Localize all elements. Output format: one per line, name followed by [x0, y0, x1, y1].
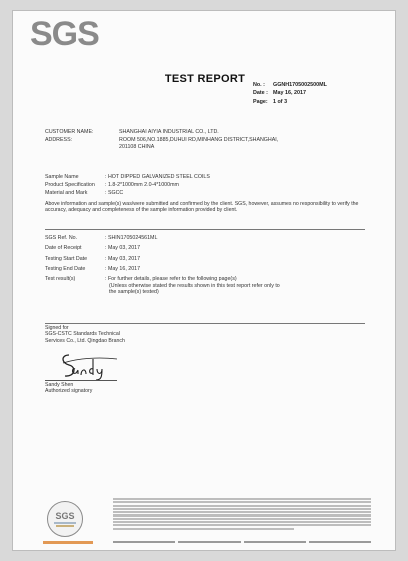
customer-address-line2: 201108 CHINA — [119, 144, 155, 151]
sample-label: Sample Name — [45, 173, 79, 180]
sgs-seal — [47, 501, 83, 537]
result-note — [45, 283, 280, 296]
sgs-seal-text: SGS — [55, 511, 75, 521]
detail-label: Testing Start Date — [45, 255, 88, 262]
meta-row — [253, 98, 327, 106]
sample-row — [45, 181, 210, 189]
signed-for-line: SGS-CSTC Standards Technical — [45, 331, 120, 338]
detail-row — [45, 265, 280, 276]
meta-label: No. : — [253, 82, 265, 89]
customer-address-label: ADDRESS: — [45, 136, 73, 143]
customer-address-row — [45, 144, 278, 152]
detail-label: SGS Ref. No. — [45, 234, 78, 241]
sample-value: : SGCC — [105, 190, 124, 197]
detail-row — [45, 244, 280, 255]
disclaimer-text: Above information and sample(s) was/were submitted and confirmed by the client. SGS, however, assumes no responsibility to verify the accuracy, adequacy and completeness of the sample information provided by client. — [45, 201, 359, 214]
detail-row — [45, 254, 280, 265]
sample-block — [45, 173, 210, 198]
signed-for-line: Signed for — [45, 325, 69, 331]
detail-value: : May 03, 2017 — [105, 255, 141, 262]
seal-underline — [43, 541, 93, 544]
meta-row — [253, 81, 327, 89]
details-block — [45, 233, 280, 296]
divider — [45, 323, 365, 324]
sample-value: : HOT DIPPED GALVANIZED STEEL COILS — [105, 173, 210, 180]
meta-row — [253, 89, 327, 97]
sgs-logo: SGS — [30, 15, 99, 53]
detail-label: Testing End Date — [45, 266, 86, 273]
report-meta — [253, 81, 327, 106]
signatory-block — [45, 382, 92, 395]
customer-block — [45, 129, 278, 152]
signature-image — [59, 349, 123, 381]
meta-value: GGNH1705002500ML — [273, 82, 327, 89]
sample-row — [45, 190, 210, 198]
detail-value: : May 16, 2017 — [105, 266, 141, 273]
report-title: TEST REPORT — [164, 73, 246, 85]
divider — [45, 229, 365, 230]
signatory-title: Authorized signatory — [45, 388, 93, 395]
customer-address-row — [45, 137, 278, 145]
result-row — [45, 276, 280, 283]
result-line1: : For further details, please refer to the following page(s) — [105, 275, 237, 282]
terms-fine-print — [113, 498, 371, 536]
sample-row — [45, 173, 210, 181]
meta-value: 1 of 3 — [273, 98, 288, 105]
meta-label: Page: — [253, 98, 268, 105]
meta-label: Date : — [253, 90, 268, 97]
test-report-page — [12, 10, 396, 551]
result-line2: (Unless otherwise stated the results shown in this test report refer only to — [109, 283, 280, 289]
signed-for-block — [45, 325, 125, 344]
customer-name-row — [45, 129, 278, 137]
customer-name: SHANGHAI AIYIA INDUSTRIAL CO., LTD. — [119, 129, 219, 136]
detail-value: : May 03, 2017 — [105, 245, 141, 252]
sample-value: : 1.8-2*1000mm 2.0-4*1000mm — [105, 181, 179, 188]
detail-value: : SHIN1705024561ML — [105, 234, 158, 241]
sample-label: Material and Mark — [45, 190, 88, 197]
detail-label: Date of Receipt — [45, 245, 82, 252]
signed-for-line: Services Co., Ltd. Qingdao Branch — [45, 337, 125, 344]
result-label: Test result(s) — [45, 275, 76, 282]
detail-row — [45, 233, 280, 244]
footer-contact-strip — [113, 540, 371, 544]
result-line3: the sample(s) tested) — [109, 289, 159, 296]
sample-label: Product Specification — [45, 181, 95, 188]
meta-value: May 16, 2017 — [273, 90, 306, 97]
customer-address-line1: ROOM 506,NO.1885,DUHUI RD,MINHANG DISTRICT,SHANGHAI, — [119, 136, 279, 143]
customer-name-label: CUSTOMER NAME: — [45, 129, 94, 136]
signature-line — [45, 380, 117, 381]
signatory-name: Sandy Shen — [45, 382, 74, 388]
